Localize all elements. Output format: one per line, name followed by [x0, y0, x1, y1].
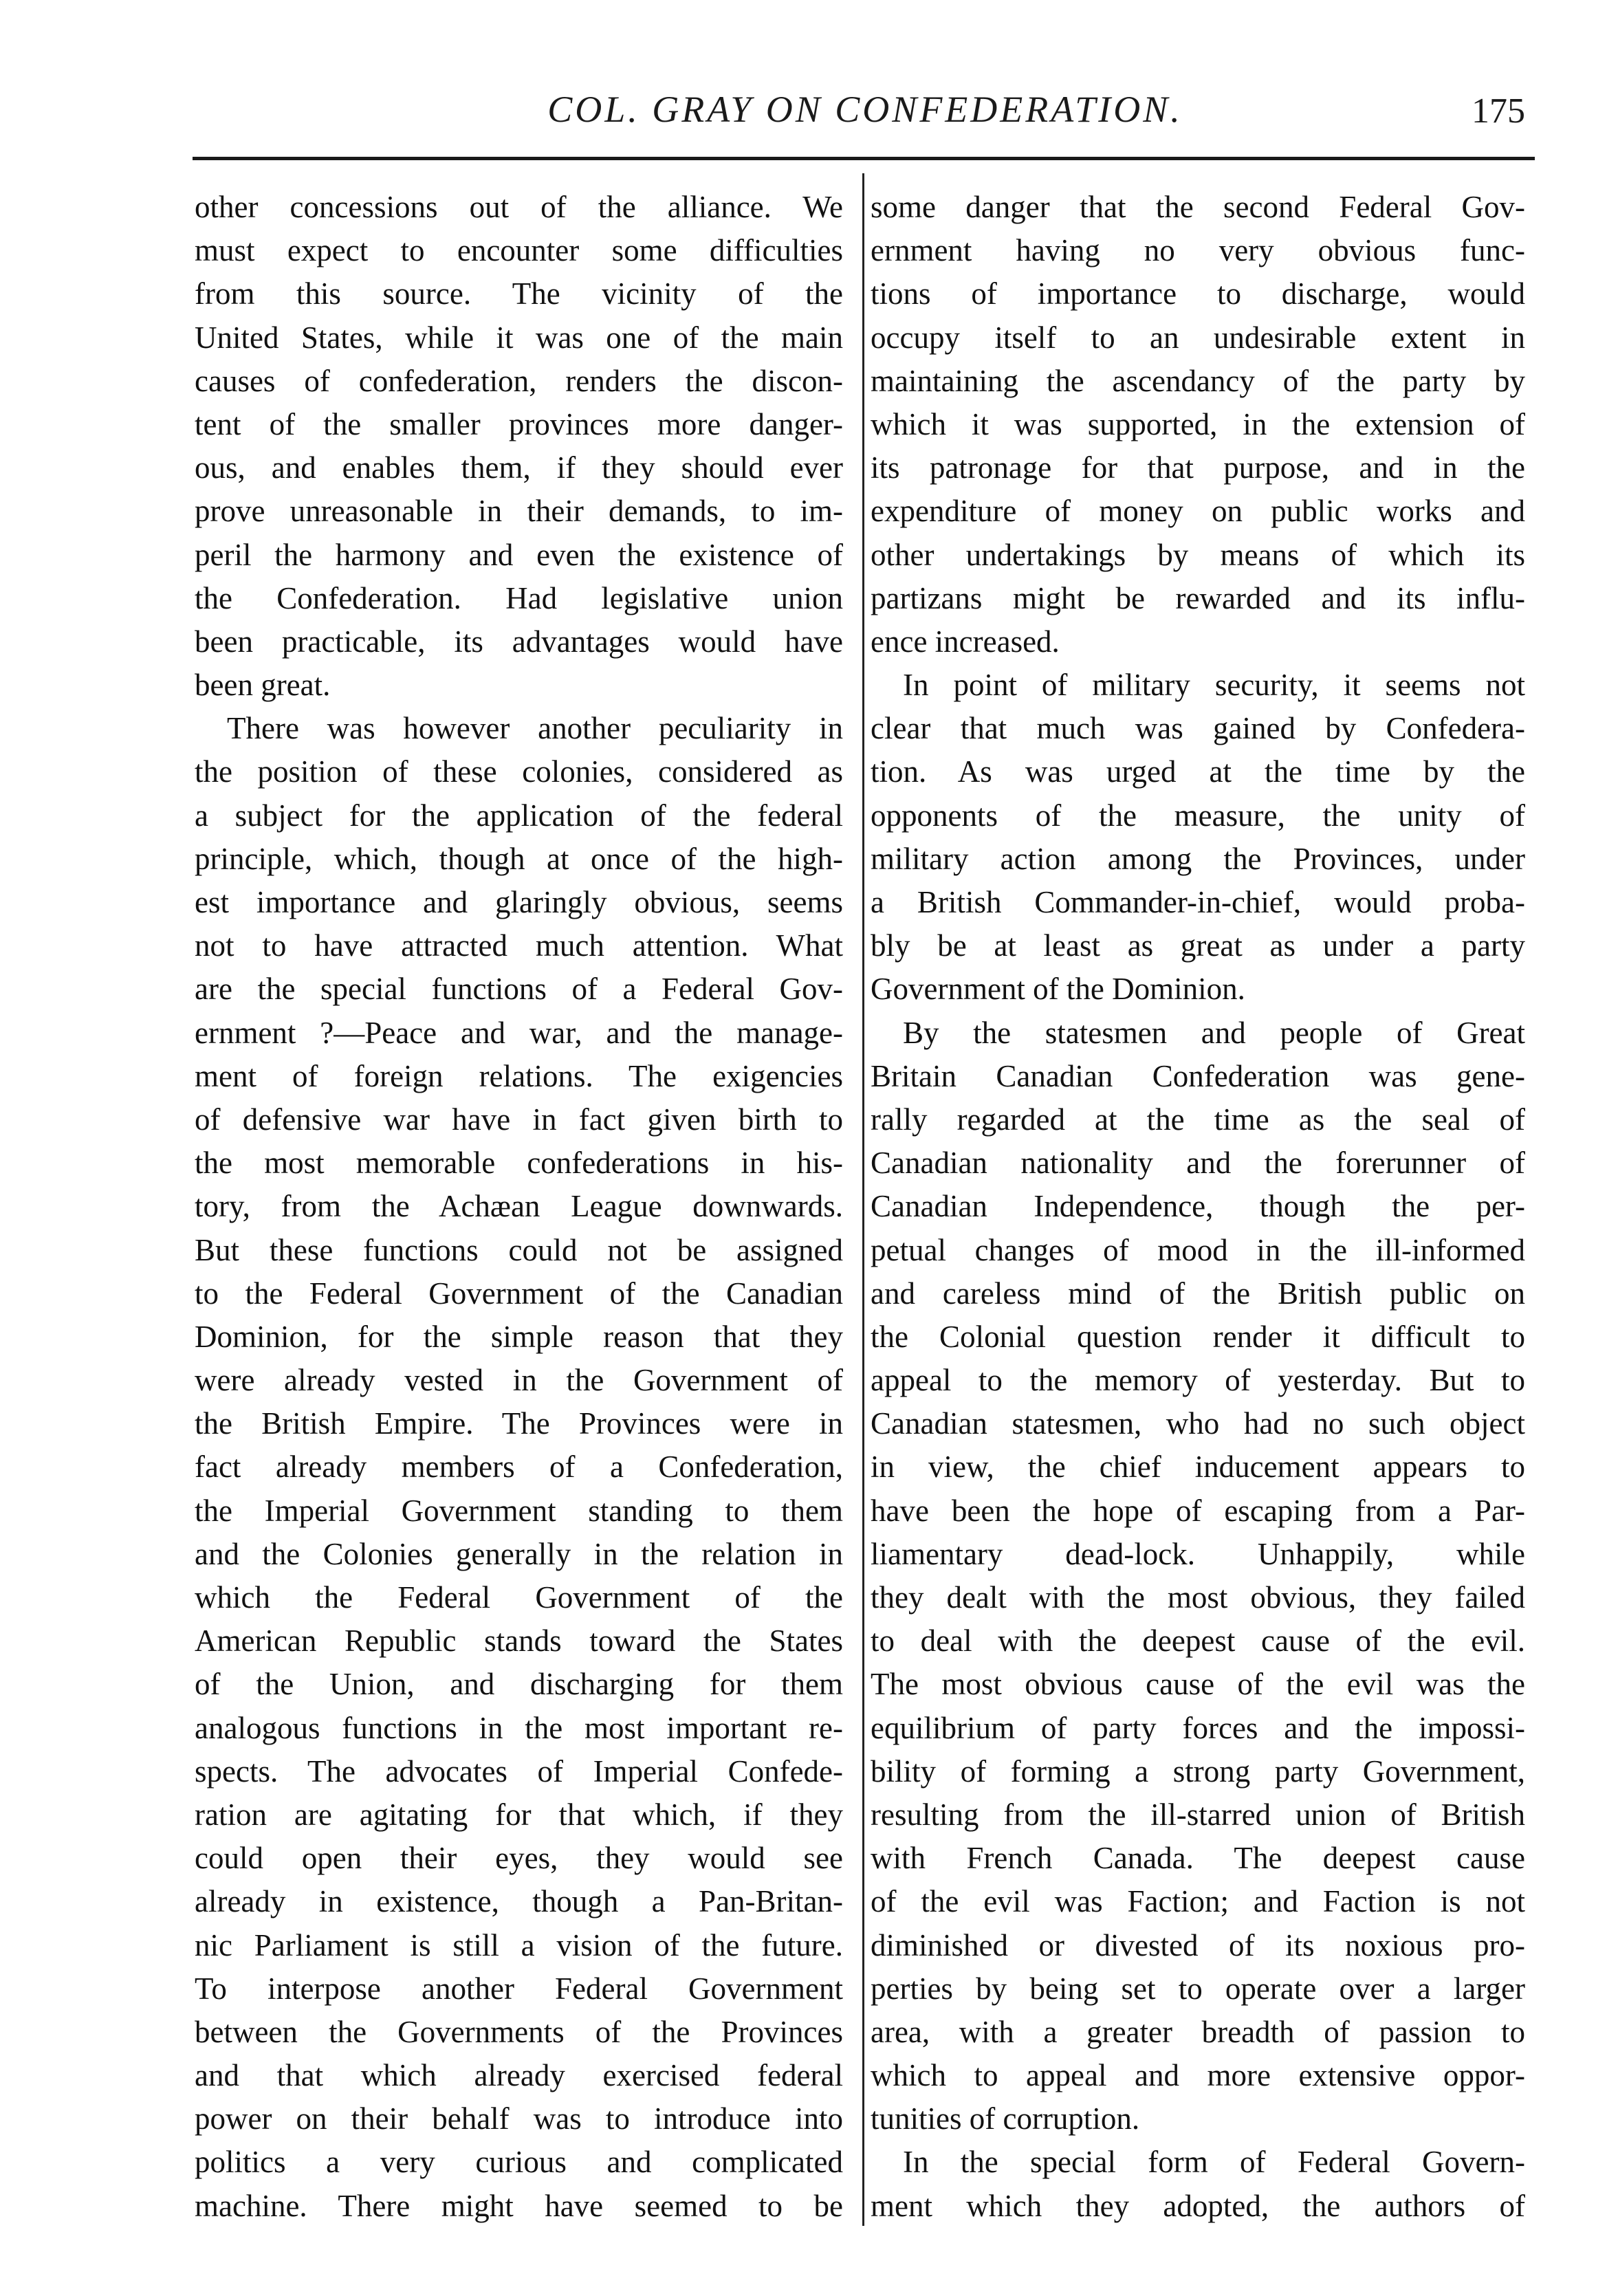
text-line: and the Colonies generally in the relation in — [195, 1536, 843, 1571]
text-line: ernment ?—Peace and war, and the manage- — [195, 1015, 843, 1050]
text-line: There was however another peculiarity in — [227, 711, 843, 746]
text-line: ration are agitating for that which, if they — [195, 1797, 843, 1832]
text-line: tory, from the Achæan League downwards. — [195, 1189, 843, 1224]
text-line: petual changes of mood in the ill-informed — [871, 1232, 1525, 1267]
text-line: ment of foreign relations. The exigencies — [195, 1058, 843, 1093]
text-line: bly be at least as great as under a party — [871, 928, 1525, 963]
text-line: of the Union, and discharging for them — [195, 1667, 843, 1702]
text-line: politics a very curious and complicated — [195, 2145, 843, 2180]
text-line: the Colonial question render it difficult to — [871, 1319, 1525, 1354]
text-line: its patronage for that purpose, and in the — [871, 450, 1525, 485]
text-line: Canadian statesmen, who had no such object — [871, 1406, 1525, 1441]
text-line: Government of the Dominion. — [871, 972, 1245, 1007]
text-line: have been the hope of escaping from a Par- — [871, 1493, 1525, 1528]
text-line: rally regarded at the time as the seal of — [871, 1102, 1525, 1137]
text-line: the Confederation. Had legislative union — [195, 580, 843, 615]
text-line: To interpose another Federal Government — [195, 1971, 843, 2006]
text-line: machine. There might have seemed to be — [195, 2188, 843, 2223]
text-line: equilibrium of party forces and the impossi- — [871, 1710, 1525, 1745]
text-line: perties by being set to operate over a larger — [871, 1971, 1525, 2006]
text-line: principle, which, though at once of the high- — [195, 841, 843, 876]
text-line: and careless mind of the British public on — [871, 1276, 1525, 1311]
text-line: ernment having no very obvious func- — [871, 233, 1525, 268]
text-line: the British Empire. The Provinces were in — [195, 1406, 843, 1441]
text-line: and that which already exercised federal — [195, 2058, 843, 2093]
text-line: must expect to encounter some difficulties — [195, 233, 843, 268]
text-line: were already vested in the Government of — [195, 1363, 843, 1398]
text-line: been practicable, its advantages would have — [195, 624, 843, 659]
text-line: not to have attracted much attention. What — [195, 928, 843, 963]
text-line: In point of military security, it seems not — [903, 668, 1525, 703]
text-line: Canadian nationality and the forerunner of — [871, 1146, 1525, 1181]
text-line: ment which they adopted, the authors of — [871, 2188, 1525, 2223]
text-line: clear that much was gained by Confedera- — [871, 711, 1525, 746]
text-line: to deal with the deepest cause of the evil. — [871, 1623, 1525, 1659]
text-line: diminished or divested of its noxious pro- — [871, 1927, 1525, 1962]
text-line: est importance and glaringly obvious, seems — [195, 885, 843, 919]
text-line: ence increased. — [871, 624, 1060, 659]
text-line: nic Parliament is still a vision of the future. — [195, 1927, 843, 1962]
text-line: appeal to the memory of yesterday. But to — [871, 1363, 1525, 1398]
text-line: tunities of corruption. — [871, 2101, 1140, 2136]
text-line: they dealt with the most obvious, they failed — [871, 1580, 1525, 1615]
text-line: occupy itself to an undesirable extent in — [871, 320, 1525, 355]
text-line: are the special functions of a Federal Gov- — [195, 972, 843, 1007]
text-line: other undertakings by means of which its — [871, 537, 1525, 572]
text-line: ous, and enables them, if they should ever — [195, 450, 843, 485]
text-line: resulting from the ill-starred union of British — [871, 1797, 1525, 1832]
text-line: Canadian Independence, though the per- — [871, 1189, 1525, 1224]
text-line: bility of forming a strong party Government, — [871, 1753, 1525, 1789]
text-line: In the special form of Federal Govern- — [903, 2145, 1525, 2180]
text-line: peril the harmony and even the existence of — [195, 537, 843, 572]
text-line: in view, the chief inducement appears to — [871, 1450, 1525, 1485]
text-line: spects. The advocates of Imperial Confede- — [195, 1753, 843, 1789]
text-line: of the evil was Faction; and Faction is not — [871, 1884, 1525, 1919]
text-line: a subject for the application of the federal — [195, 798, 843, 833]
right-column — [871, 186, 1525, 2228]
text-line: could open their eyes, they would see — [195, 1841, 843, 1876]
text-line: American Republic stands toward the States — [195, 1623, 843, 1659]
text-line: causes of confederation, renders the discon- — [195, 363, 843, 398]
text-line: maintaining the ascendancy of the party by — [871, 363, 1525, 398]
left-column — [195, 186, 843, 2228]
text-line: the Imperial Government standing to them — [195, 1493, 843, 1528]
text-line: The most obvious cause of the evil was the — [871, 1667, 1525, 1702]
text-line: of defensive war have in fact given birth to — [195, 1102, 843, 1137]
text-line: a British Commander-in-chief, would proba- — [871, 885, 1525, 919]
text-line: By the statesmen and people of Great — [903, 1015, 1525, 1050]
text-line: opponents of the measure, the unity of — [871, 798, 1525, 833]
text-line: already in existence, though a Pan-Britan- — [195, 1884, 843, 1919]
text-line: other concessions out of the alliance. We — [195, 190, 843, 224]
text-line: But these functions could not be assigned — [195, 1232, 843, 1267]
text-line: tent of the smaller provinces more danger- — [195, 406, 843, 441]
text-line: prove unreasonable in their demands, to im- — [195, 494, 843, 529]
text-line: military action among the Provinces, under — [871, 841, 1525, 876]
text-line: partizans might be rewarded and its influ- — [871, 580, 1525, 615]
running-title: COL. GRAY ON CONFEDERATION. — [547, 89, 1183, 130]
text-line: expenditure of money on public works and — [871, 494, 1525, 529]
text-line: Britain Canadian Confederation was gene- — [871, 1058, 1525, 1093]
text-line: from this source. The vicinity of the — [195, 276, 843, 311]
text-line: United States, while it was one of the main — [195, 320, 843, 355]
header-rule — [193, 157, 1535, 160]
text-line: with French Canada. The deepest cause — [871, 1841, 1525, 1876]
page-number: 175 — [1472, 91, 1525, 131]
text-line: some danger that the second Federal Gov- — [871, 190, 1525, 224]
text-line: power on their behalf was to introduce into — [195, 2101, 843, 2136]
text-line: area, with a greater breadth of passion to — [871, 2014, 1525, 2049]
text-line: between the Governments of the Provinces — [195, 2014, 843, 2049]
column-divider — [862, 173, 864, 2226]
text-line: the most memorable confederations in his- — [195, 1146, 843, 1181]
text-line: Dominion, for the simple reason that they — [195, 1319, 843, 1354]
text-line: been great. — [195, 668, 331, 703]
text-line: which it was supported, in the extension of — [871, 406, 1525, 441]
text-line: analogous functions in the most important re- — [195, 1710, 843, 1745]
text-line: liamentary dead-lock. Unhappily, while — [871, 1536, 1525, 1571]
text-line: tion. As was urged at the time by the — [871, 754, 1525, 789]
text-line: tions of importance to discharge, would — [871, 276, 1525, 311]
text-line: the position of these colonies, considered as — [195, 754, 843, 789]
text-line: fact already members of a Confederation, — [195, 1450, 843, 1485]
text-line: which to appeal and more extensive oppor- — [871, 2058, 1525, 2093]
text-line: which the Federal Government of the — [195, 1580, 843, 1615]
text-line: to the Federal Government of the Canadian — [195, 1276, 843, 1311]
